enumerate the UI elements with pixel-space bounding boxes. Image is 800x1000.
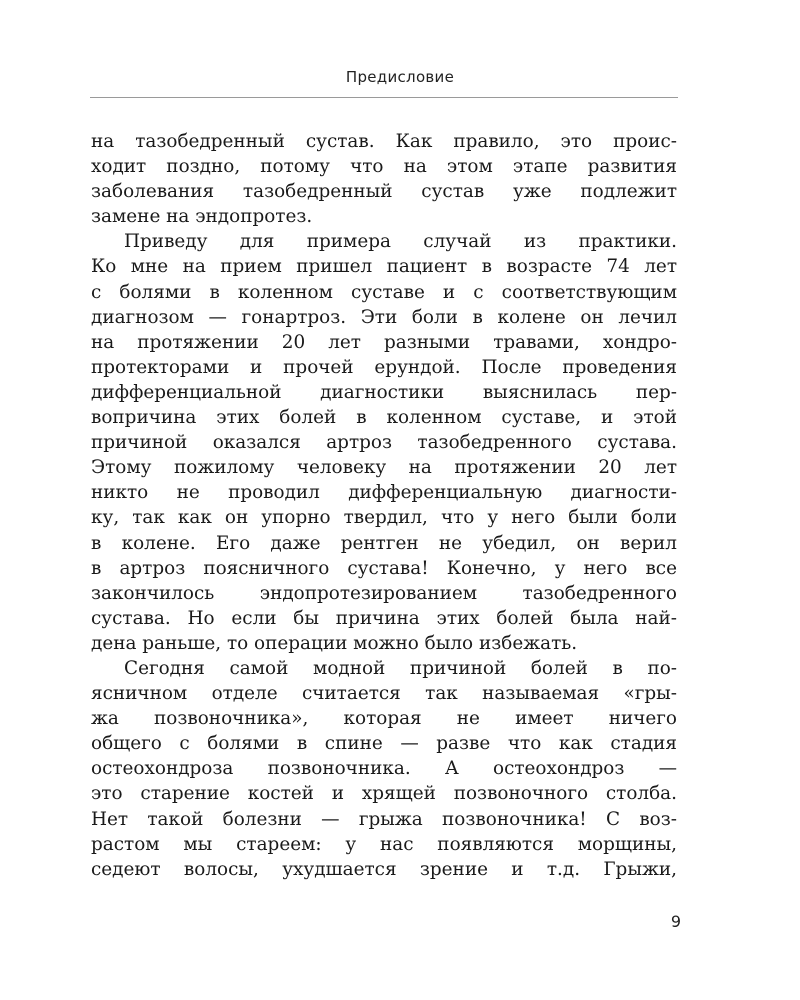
text-line: на протяжении 20 лет разными травами, хондро- (91, 331, 677, 353)
text-line: закончилось эндопротезированием тазобедренного (91, 582, 677, 604)
header-divider (90, 97, 678, 98)
text-line: это старение костей и хрящей позвоночного столба. (91, 783, 677, 805)
text-line: причиной оказался артроз тазобедренного сустава. (91, 432, 677, 454)
text-line: общего с болями в спине — разве что как стадия (91, 733, 677, 755)
text-line: растом мы стареем: у нас появляются морщины, (91, 833, 677, 855)
text-line: Приведу для примера случай из практики. (124, 231, 677, 253)
text-line: сустава. Но если бы причина этих болей была най- (91, 607, 677, 629)
text-line: с болями в коленном суставе и с соответствующим (91, 281, 677, 303)
text-line: диагнозом — гонартроз. Эти боли в колене он лечил (91, 306, 677, 328)
text-line: в артроз поясничного сустава! Конечно, у него все (91, 557, 677, 579)
text-line: на тазобедренный сустав. Как правило, это проис- (91, 131, 677, 152)
text-line: заболевания тазобедренный сустав уже подлежит (91, 181, 677, 203)
text-line: дифференциальной диагностики выяснилась пер- (91, 381, 677, 403)
text-line: остеохондроза позвоночника. А остеохондроз — (91, 758, 677, 780)
paragraph-3 (91, 656, 677, 882)
text-line: дена раньше, то операции можно было избежать. (91, 632, 578, 654)
text-line: ясничном отделе считается так называемая «гры- (91, 683, 677, 705)
text-line: Ко мне на прием пришел пациент в возрасте 74 лет (91, 256, 677, 278)
paragraph-1 (91, 129, 677, 229)
text-line: седеют волосы, ухудшается зрение и т.д. Грыжи, (91, 858, 677, 880)
text-line: замене на эндопротез. (91, 206, 313, 228)
text-line: Этому пожилому человеку на протяжении 20 лет (91, 457, 677, 479)
text-line: жа позвоночника», которая не имеет ничего (91, 708, 677, 730)
text-line: Нет такой болезни — грыжа позвоночника! С воз- (91, 808, 677, 830)
text-line: ходит поздно, потому что на этом этапе развития (91, 156, 677, 178)
text-line: Сегодня самой модной причиной болей в по- (124, 657, 677, 679)
text-line: протекторами и прочей ерундой. После проведения (91, 356, 677, 378)
running-header-title: Предисловие (345, 68, 455, 86)
text-line: в колене. Его даже рентген не убедил, он верил (91, 532, 677, 554)
text-line: ку, так как он упорно твердил, что у него были боли (91, 507, 677, 529)
page-number: 9 (670, 912, 681, 931)
paragraph-2 (91, 229, 677, 656)
body-text (91, 129, 677, 882)
text-line: вопричина этих болей в коленном суставе, и этой (91, 407, 677, 429)
text-line: никто не проводил дифференциальную диагности- (91, 482, 677, 504)
